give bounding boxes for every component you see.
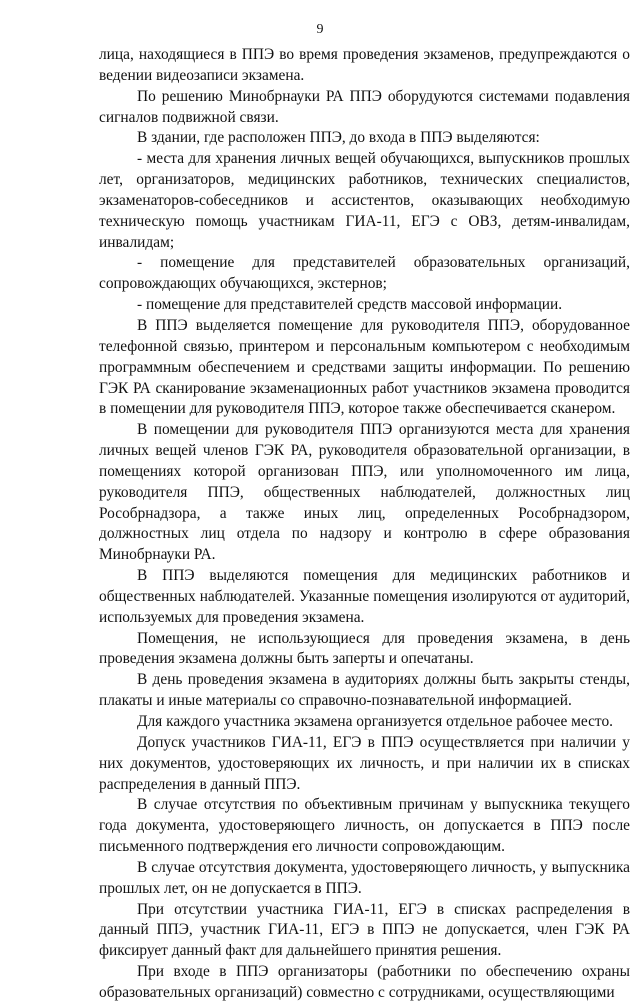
paragraph-continuation: лица, находящиеся в ППЭ во время проведения экзаменов, предупреждаются о ведении видеозаписи экзамена. (99, 46, 630, 84)
paragraph-building-rooms-intro: В здании, где расположен ППЭ, до входа в ППЭ выделяются: (137, 129, 540, 147)
paragraph-signal-suppression: По решению Минобрнауки РА ППЭ оборудуются системами подавления сигналов подвижной связи. (99, 87, 630, 126)
body-text (99, 45, 630, 1004)
paragraph-medical-observer-rooms: В ППЭ выделяются помещения для медицинских работников и общественных наблюдателей. Указанные помещения изолируются от аудиторий, используемых для проведения экзамена. (99, 567, 630, 626)
paragraph-head-room: В ППЭ выделяется помещение для руководителя ППЭ, оборудованное телефонной связью, принтером и персональным компьютером с необходимым программным обеспечением и средствами защиты информации. По решению ГЭК РА сканирование экзаменационных работ участников экзамена проводится в помещении для руководителя ППЭ, которое также обеспечивается сканером. (99, 316, 630, 418)
list-item-media-room: - помещение для представителей средств массовой информации. (137, 296, 563, 314)
paragraph-closed-stands: В день проведения экзамена в аудиториях должны быть закрыты стенды, плакаты и иные материалы со справочно-познавательной информацией. (99, 671, 630, 710)
list-item-escort-room: - помещение для представителей образовательных организаций, сопровождающих обучающихся, экстернов; (99, 254, 630, 293)
paragraph-not-in-list: При отсутствии участника ГИА-11, ЕГЭ в списках распределения в данный ППЭ, участник ГИА-11, ЕГЭ в ППЭ не допускается, член ГЭК РА фиксирует данный факт для дальнейшего принятия решения. (99, 900, 630, 960)
page-number: 9 (316, 22, 324, 37)
paragraph-admission: Допуск участников ГИА-11, ЕГЭ в ППЭ осуществляется при наличии у них документов, удостоверяющих их личность, и при наличии их в списках распределения в данный ППЭ. (99, 733, 630, 793)
paragraph-entrance-check: При входе в ППЭ организаторы (работники по обеспечению охраны образовательных организаций) совместно с сотрудниками, осуществляющими (99, 963, 630, 1001)
list-item-personal-storage: - места для хранения личных вещей обучающихся, выпускников прошлых лет, организаторов, медицинских работников, технических специалистов, экзаменаторов-собеседников и ассистентов, оказывающих необходимую техническую помощь участникам ГИА-11, ЕГЭ с ОВЗ, детям-инвалидам, инвалидам; (99, 150, 630, 251)
paragraph-current-year-no-id: В случае отсутствия по объективным причинам у выпускника текущего года документа, удостоверяющего личность, он допускается в ППЭ после письменного подтверждения его личности сопровождающим. (99, 796, 630, 856)
paragraph-workplace: Для каждого участника экзамена организуется отдельное рабочее место. (137, 713, 613, 730)
paragraph-past-years-no-id: В случае отсутствия документа, удостоверяющего личность, у выпускника прошлых лет, он не допускается в ППЭ. (99, 858, 630, 897)
paragraph-head-room-storage: В помещении для руководителя ППЭ организуются места для хранения личных вещей членов ГЭК РА, руководителя образовательной организации, в помещениях которой организован ППЭ, или уполномоченного им лица, руководителя ППЭ, общественных наблюдателей, должностных лиц Рособрнадзора, а также иных лиц, определенных Рособрнадзором, должностных лиц отдела по надзору и контролю в сфере образования Минобрнауки РА. (99, 421, 630, 564)
paragraph-unused-rooms: Помещения, не использующиеся для проведения экзамена, в день проведения экзамена должны быть заперты и опечатаны. (99, 629, 630, 668)
